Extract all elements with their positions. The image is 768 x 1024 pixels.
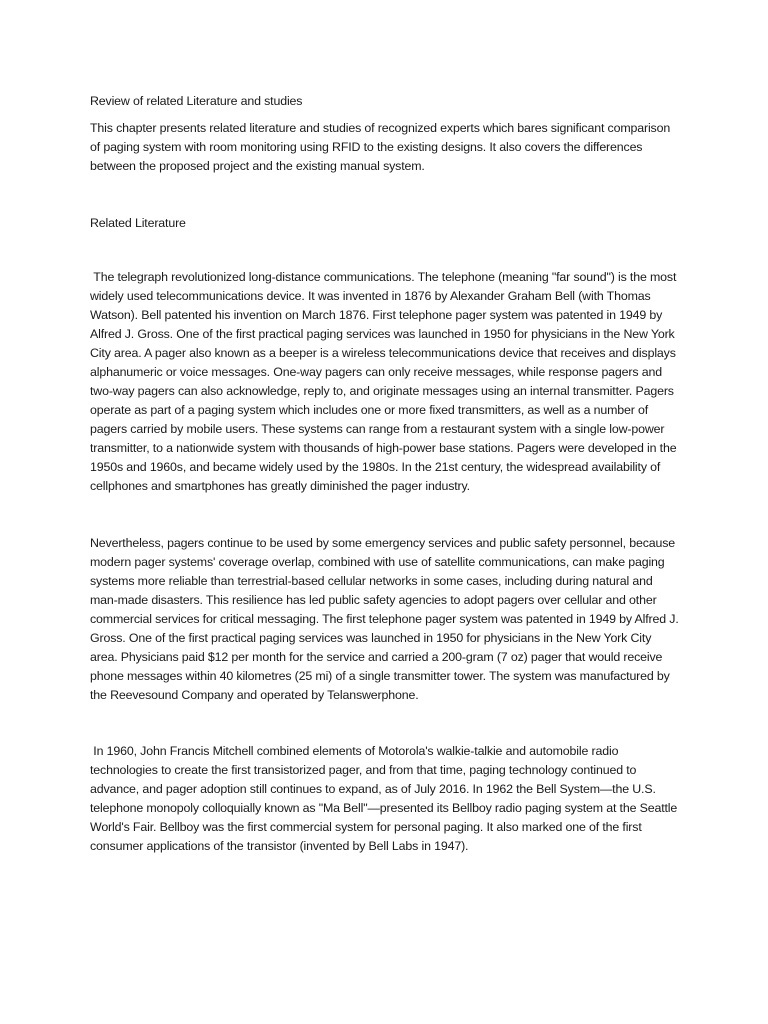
document-heading: Review of related Literature and studies — [90, 94, 303, 108]
intro-paragraph: This chapter presents related literature and studies of recognized experts which bares significant comparison of paging system with room monitoring using RFID to the existing designs. It also covers the differences between the proposed project and the existing manual system. — [90, 121, 671, 173]
paragraph-nevertheless: Nevertheless, pagers continue to be used by some emergency services and public safety personnel, because modern pager systems' coverage overlap, combined with use of satellite communications, can make paging systems more reliable than terrestrial-based cellular networks in some cases, including during natural and man-made disasters. This resilience has led public safety agencies to adopt pagers over cellular and other commercial services for critical messaging. The first telephone pager system was patented in 1949 by Alfred J. Gross. One of the first practical paging services was launched in 1950 for physicians in the New York City area. Physicians paid $12 per month for the service and carried a 200-gram (7 oz) pager that would receive phone messages within 40 kilometres (25 mi) of a single transmitter tower. The system was manufactured by the Reevesound Company and operated by Telanswerphone. — [90, 536, 679, 702]
paragraph-1960: In 1960, John Francis Mitchell combined elements of Motorola's walkie-talkie and automobile radio technologies to create the first transistorized pager, and from that time, paging technology continued to advance, and pager adoption still continues to expand, as of July 2016. In 1962 the Bell System—the U.S. telephone monopoly colloquially known as "Ma Bell"—presented its Bellboy radio paging system at the Seattle World's Fair. Bellboy was the first commercial system for personal paging. It also marked one of the first consumer applications of the transistor (invented by Bell Labs in 1947). — [90, 744, 681, 853]
paragraph-telegraph: The telegraph revolutionized long-distance communications. The telephone (meaning "far sound") is the most widely used telecommunications device. It was invented in 1876 by Alexander Graham Bell (with Thomas Watson). Bell patented his invention on March 1876. First telephone pager system was patented in 1949 by Alfred J. Gross. One of the first practical paging services was launched in 1950 for physicians in the New York City area. A pager also known as a beeper is a wireless telecommunications device that receives and displays alphanumeric or voice messages. One-way pagers can only receive messages, while response pagers and two-way pagers can also acknowledge, reply to, and originate messages using an internal transmitter. Pagers operate as part of a paging system which includes one or more fixed transmitters, as well as a number of pagers carried by mobile users. These systems can range from a restaurant system with a single low-power transmitter, to a nationwide system with thousands of high-power base stations. Pagers were developed in the 1950s and 1960s, and became widely used by the 1980s. In the 21st century, the widespread availability of cellphones and smartphones has greatly diminished the pager industry. — [90, 270, 680, 493]
section-heading: Related Literature — [90, 216, 186, 230]
document-body — [90, 92, 682, 856]
